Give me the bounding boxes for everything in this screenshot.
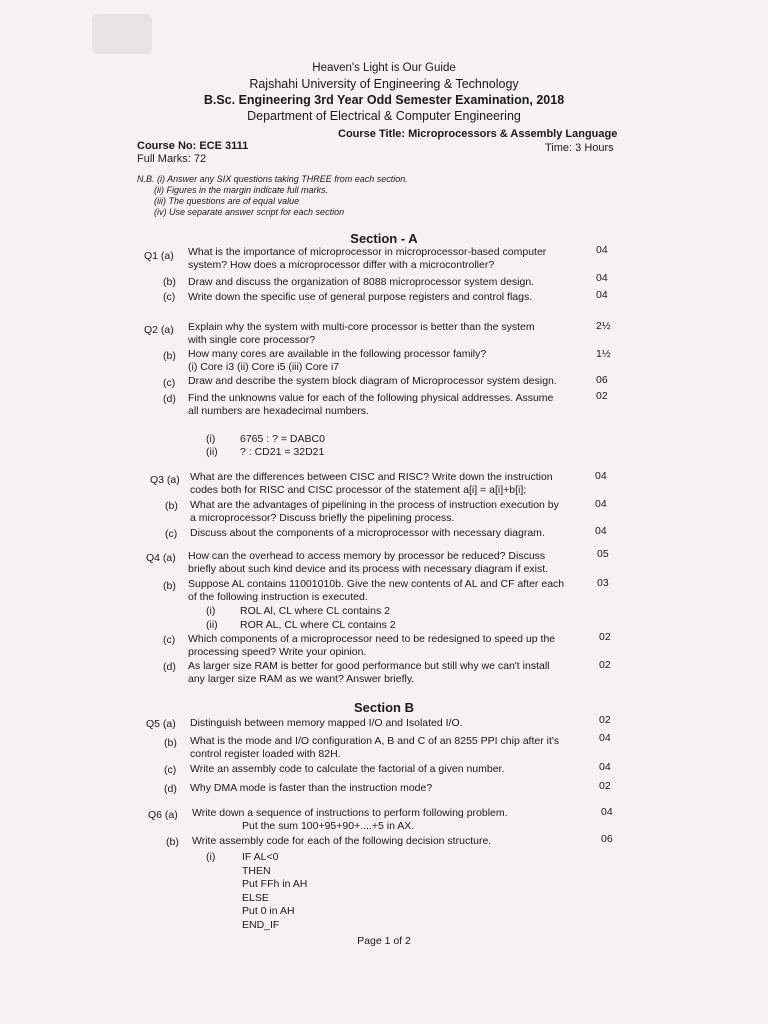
q2d-label: (d) xyxy=(163,393,176,405)
q2c-label: (c) xyxy=(163,377,176,389)
q3c-text: Discuss about the components of a microprocessor with necessary diagram. xyxy=(190,527,545,539)
q3c-marks: 04 xyxy=(595,525,607,537)
q4bi-label: (i) xyxy=(206,605,216,617)
q3a-line2: codes both for RISC and CISC processor of the statement a[i] = a[i]+b[i]; xyxy=(190,484,527,496)
q5c-text: Write an assembly code to calculate the factorial of a given number. xyxy=(190,763,505,775)
q5d-marks: 02 xyxy=(599,780,611,792)
q2dii-text: ? : CD21 = 32D21 xyxy=(240,446,325,458)
q6bi-label: (i) xyxy=(206,851,216,863)
q2c-marks: 06 xyxy=(596,374,608,386)
q1a-marks: 04 xyxy=(596,244,608,256)
department-name: Department of Electrical & Computer Engineering xyxy=(247,109,521,123)
q2-number: Q2 (a) xyxy=(144,324,174,336)
q2dii-label: (ii) xyxy=(206,446,218,458)
q3b-line2: a microprocessor? Discuss briefly the pipelining process. xyxy=(190,512,455,524)
q6a-line2: Put the sum 100+95+90+....+5 in AX. xyxy=(242,820,415,832)
q6a-marks: 04 xyxy=(601,806,613,818)
code-line: THEN xyxy=(242,864,271,877)
q2d-line1: Find the unknowns value for each of the following physical addresses. Assume xyxy=(188,392,554,404)
q2di-label: (i) xyxy=(206,433,216,445)
q4b-line2: of the following instruction is executed. xyxy=(188,591,368,603)
q2b-label: (b) xyxy=(163,350,176,362)
q3a-marks: 04 xyxy=(595,470,607,482)
q6b-label: (b) xyxy=(166,836,179,848)
code-line: Put 0 in AH xyxy=(242,905,295,917)
q5b-label: (b) xyxy=(164,737,177,749)
q1-number: Q1 (a) xyxy=(144,250,174,262)
q2a-line2: with single core processor? xyxy=(188,334,316,346)
q2b-marks: 1½ xyxy=(596,348,611,360)
q2di-text: 6765 : ? = DABC0 xyxy=(240,433,325,445)
q5a-text: Distinguish between memory mapped I/O and Isolated I/O. xyxy=(190,717,463,729)
motto: Heaven's Light is Our Guide xyxy=(312,62,456,74)
q5c-marks: 04 xyxy=(599,761,611,773)
q3c-label: (c) xyxy=(165,528,178,540)
section-a-title: Section - A xyxy=(350,231,418,246)
instruction-3: (iii) The questions are of equal value xyxy=(154,196,300,206)
q5b-line2: control register loaded with 82H. xyxy=(190,748,341,760)
q1a-line2: system? How does a microprocessor differ with a microcontroller? xyxy=(188,259,495,271)
paper-smudge xyxy=(92,14,152,54)
q4c-line2: processing speed? Write your opinion. xyxy=(188,646,367,658)
q2d-line2: all numbers are hexadecimal numbers. xyxy=(188,405,369,417)
q2a-marks: 2½ xyxy=(596,320,611,332)
section-b-title: Section B xyxy=(354,700,414,715)
exam-title: B.Sc. Engineering 3rd Year Odd Semester Examination, 2018 xyxy=(203,93,565,107)
code-line: Put FFh in AH xyxy=(242,878,308,890)
q4a-line2: briefly about such kind device and its process with necessary diagram if exist. xyxy=(188,563,549,575)
code-line: IF AL<0 xyxy=(242,851,279,863)
q1b-marks: 04 xyxy=(596,272,608,284)
q5d-label: (d) xyxy=(164,783,177,795)
q3-number: Q3 (a) xyxy=(150,474,180,486)
full-marks: Full Marks: 72 xyxy=(137,153,207,165)
q5-number: Q5 (a) xyxy=(146,718,176,730)
q4bii-text: ROR AL, CL where CL contains 2 xyxy=(240,619,396,631)
q2d-marks: 02 xyxy=(596,390,608,402)
q4b-line1: Suppose AL contains 11001010b. Give the new contents of AL and CF after each xyxy=(188,578,565,590)
q4-number: Q4 (a) xyxy=(146,552,176,564)
q5d-text: Why DMA mode is faster than the instruction mode? xyxy=(190,782,433,794)
q4b-marks: 03 xyxy=(597,577,609,589)
q4c-marks: 02 xyxy=(599,631,611,643)
q4d-label: (d) xyxy=(163,661,176,673)
q1c-marks: 04 xyxy=(596,289,608,301)
instruction-4: (iv) Use separate answer script for each section xyxy=(154,207,345,217)
q4c-label: (c) xyxy=(163,634,176,646)
q1b-text: Draw and discuss the organization of 8088 microprocessor system design. xyxy=(188,276,535,288)
q1a-line1: What is the importance of microprocessor in microprocessor-based computer xyxy=(188,246,547,258)
q4d-line1: As larger size RAM is better for good performance but still why we can't install xyxy=(188,660,550,672)
university-name: Rajshahi University of Engineering & Technology xyxy=(249,77,519,91)
q6-number: Q6 (a) xyxy=(148,809,178,821)
q5b-marks: 04 xyxy=(599,732,611,744)
q6-code-block xyxy=(242,851,307,932)
q4d-line2: any larger size RAM as we want? Answer briefly. xyxy=(188,673,415,685)
q4a-line1: How can the overhead to access memory by processor be reduced? Discuss xyxy=(188,550,546,562)
q2b-line1: How many cores are available in the following processor family? xyxy=(188,348,487,360)
q4b-label: (b) xyxy=(163,580,176,592)
q4bi-text: ROL Al, CL where CL contains 2 xyxy=(240,605,390,617)
q6b-marks: 06 xyxy=(601,833,613,845)
q2c-text: Draw and describe the system block diagram of Microprocessor system design. xyxy=(188,375,557,387)
exam-time: Time: 3 Hours xyxy=(545,142,614,154)
q1c-text: Write down the specific use of general purpose registers and control flags. xyxy=(188,291,533,303)
q4d-marks: 02 xyxy=(599,659,611,671)
code-line: ELSE xyxy=(242,891,269,904)
q6b-text: Write assembly code for each of the following decision structure. xyxy=(192,835,492,847)
q4bii-label: (ii) xyxy=(206,619,218,631)
page-number: Page 1 of 2 xyxy=(357,935,411,947)
q5c-label: (c) xyxy=(164,764,177,776)
q5b-line1: What is the mode and I/O configuration A, B and C of an 8255 PPI chip after it's xyxy=(190,735,560,747)
code-line: END_IF xyxy=(242,918,280,931)
q5a-marks: 02 xyxy=(599,714,611,726)
instruction-2: (ii) Figures in the margin indicate full marks. xyxy=(154,185,329,195)
q3b-line1: What are the advantages of pipelining in the process of instruction execution by xyxy=(190,499,559,511)
q4a-marks: 05 xyxy=(597,548,609,560)
q3a-line1: What are the differences between CISC and RISC? Write down the instruction xyxy=(190,471,553,483)
q2b-line2: (i) Core i3 (ii) Core i5 (iii) Core i7 xyxy=(188,361,340,373)
q3b-label: (b) xyxy=(165,500,178,512)
course-number: Course No: ECE 3111 xyxy=(137,140,249,152)
q4c-line1: Which components of a microprocessor need to be redesigned to speed up the xyxy=(188,633,556,645)
q1c-label: (c) xyxy=(163,291,176,303)
instructions-block xyxy=(137,174,408,218)
course-title: Course Title: Microprocessors & Assembly Language xyxy=(338,128,618,140)
q1b-label: (b) xyxy=(163,276,176,288)
q2a-line1: Explain why the system with multi-core processor is better than the system xyxy=(188,321,535,333)
instruction-1: N.B. (i) Answer any SIX questions taking THREE from each section. xyxy=(137,174,408,184)
q6a-line1: Write down a sequence of instructions to perform following problem. xyxy=(192,807,508,819)
q3b-marks: 04 xyxy=(595,498,607,510)
